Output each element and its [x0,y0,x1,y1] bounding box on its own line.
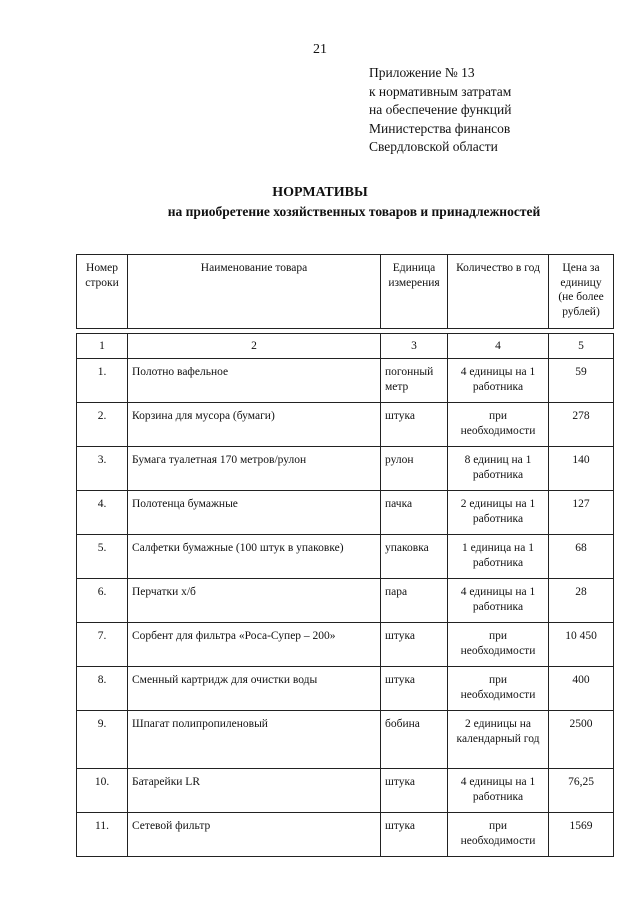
row-qty: при необходимости [448,623,549,667]
row-num: 6. [77,579,128,623]
column-number: 4 [448,334,549,359]
row-name: Сетевой фильтр [128,813,381,857]
row-qty: 2 единицы на календарный год [448,711,549,769]
row-unit: упаковка [381,535,448,579]
table-row [77,359,614,403]
row-price: 10 450 [549,623,614,667]
table-row [77,535,614,579]
row-name: Батарейки LR [128,769,381,813]
row-qty: при необходимости [448,667,549,711]
row-qty: 1 единица на 1 работника [448,535,549,579]
norms-table [76,254,614,857]
table-row [77,403,614,447]
column-number-row [77,334,614,359]
row-qty: 2 единицы на 1 работника [448,491,549,535]
column-number: 3 [381,334,448,359]
row-unit: штука [381,769,448,813]
row-name: Полотно вафельное [128,359,381,403]
appendix-line: к нормативным затратам [369,83,512,99]
row-qty: 4 единицы на 1 работника [448,359,549,403]
row-qty: 4 единицы на 1 работника [448,769,549,813]
row-price: 28 [549,579,614,623]
table-row [77,711,614,769]
row-price: 76,25 [549,769,614,813]
row-qty: при необходимости [448,813,549,857]
appendix-note [369,64,511,157]
row-price: 140 [549,447,614,491]
table-row [77,491,614,535]
appendix-line: на обеспечение функций [369,102,512,118]
appendix-line: Свердловской области [369,139,498,155]
norms-table-wrapper [76,254,614,857]
row-qty: 8 единиц на 1 работника [448,447,549,491]
row-unit: штука [381,667,448,711]
row-qty: 4 единицы на 1 работника [448,579,549,623]
row-num: 2. [77,403,128,447]
row-price: 68 [549,535,614,579]
row-unit: пачка [381,491,448,535]
table-row [77,623,614,667]
appendix-line: Министерства финансов [369,120,511,136]
row-unit: бобина [381,711,448,769]
row-price: 278 [549,403,614,447]
row-num: 7. [77,623,128,667]
row-unit: штука [381,623,448,667]
header-name: Наименование товара [128,255,381,329]
document-subtitle: на приобретение хозяйственных товаров и принадлежностей [167,204,541,219]
row-price: 2500 [549,711,614,769]
appendix-line: Приложение № 13 [369,65,475,80]
row-num: 3. [77,447,128,491]
row-price: 127 [549,491,614,535]
row-unit: штука [381,403,448,447]
row-num: 1. [77,359,128,403]
page-number: 21 [313,42,327,57]
row-unit: штука [381,813,448,857]
row-name: Корзина для мусора (бумаги) [128,403,381,447]
row-num: 11. [77,813,128,857]
row-name: Полотенца бумажные [128,491,381,535]
document-title: НОРМАТИВЫ [272,185,368,200]
row-price: 59 [549,359,614,403]
row-name: Салфетки бумажные (100 штук в упаковке) [128,535,381,579]
table-row [77,813,614,857]
column-number: 5 [549,334,614,359]
table-row [77,667,614,711]
table-row [77,447,614,491]
row-unit: погонный метр [381,359,448,403]
table-row [77,769,614,813]
column-number: 1 [77,334,128,359]
row-num: 4. [77,491,128,535]
row-unit: рулон [381,447,448,491]
row-num: 10. [77,769,128,813]
row-qty: при необходимости [448,403,549,447]
table-row [77,579,614,623]
table-body [77,359,614,857]
table-header-row [77,255,614,329]
header-num: Номер строки [77,255,128,329]
header-unit: Единица измерения [381,255,448,329]
header-price: Цена за единицу (не более рублей) [549,255,614,329]
row-name: Сорбент для фильтра «Роса-Супер – 200» [128,623,381,667]
row-unit: пара [381,579,448,623]
row-name: Сменный картридж для очистки воды [128,667,381,711]
header-qty: Количество в год [448,255,549,329]
row-name: Шпагат полипропиленовый [128,711,381,769]
row-name: Бумага туалетная 170 метров/рулон [128,447,381,491]
row-num: 8. [77,667,128,711]
row-price: 400 [549,667,614,711]
row-price: 1569 [549,813,614,857]
row-num: 5. [77,535,128,579]
column-number: 2 [128,334,381,359]
row-name: Перчатки х/б [128,579,381,623]
row-num: 9. [77,711,128,769]
